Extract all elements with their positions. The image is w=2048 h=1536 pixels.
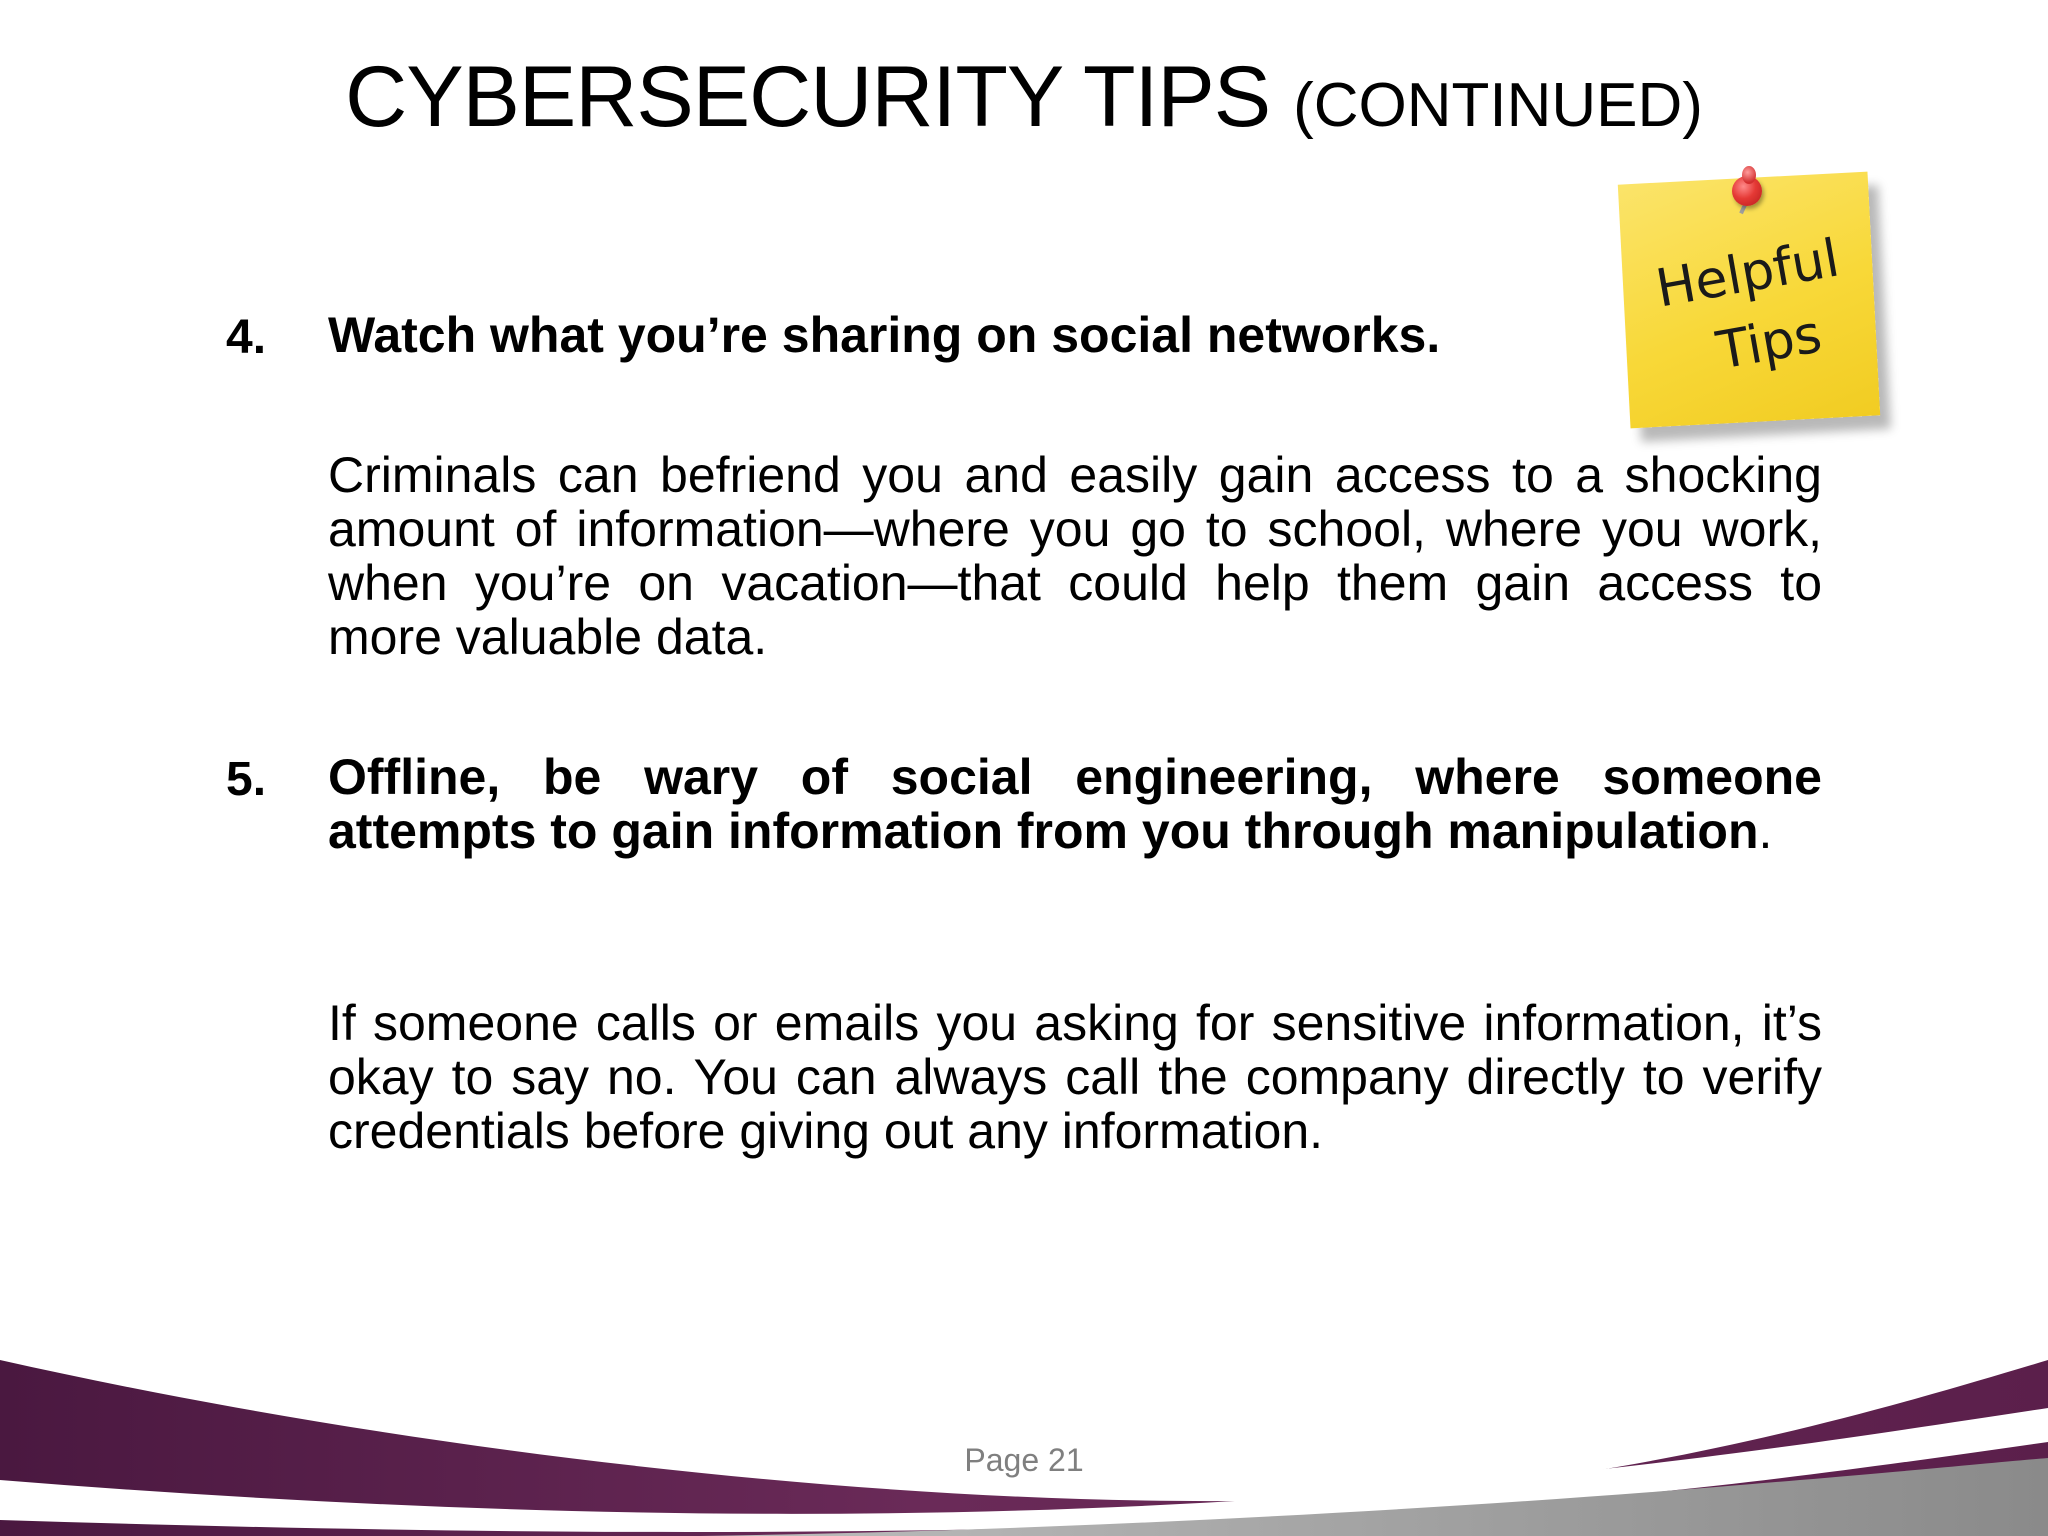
tip-body: Criminals can befriend you and easily gain access to a shocking amount of information—where you go to school, where you work, when you’re on vacation—that could help them gain access to more valuable data. [328,447,1822,665]
note-line-helpful: Helpful [1651,228,1844,320]
tip-number: 4. [226,311,267,364]
title-main: CYBERSECURITY TIPS [345,49,1271,145]
tip-number: 5. [226,753,267,806]
note-line-tips: Tips [1712,304,1827,382]
footer-swoosh [0,1330,2048,1536]
tip-heading [328,750,1822,858]
tip-heading-text: Offline, be wary of social engineering, where someone attempts to gain information from you through manipulation [328,749,1822,859]
title-suffix: (CONTINUED) [1293,71,1703,140]
tip-heading: Watch what you’re sharing on social networks. [328,307,1441,363]
slide-title [0,48,2048,147]
tip-body: If someone calls or emails you asking for sensitive information, it’s okay to say no. You can always call the company directly to verify credentials before giving out any information. [328,995,1822,1159]
helpful-tips-sticky-note [1618,172,1880,429]
pushpin-top-icon [1742,166,1756,184]
page-number: Page 21 [964,1442,1084,1478]
tip-heading-period: . [1758,803,1773,859]
